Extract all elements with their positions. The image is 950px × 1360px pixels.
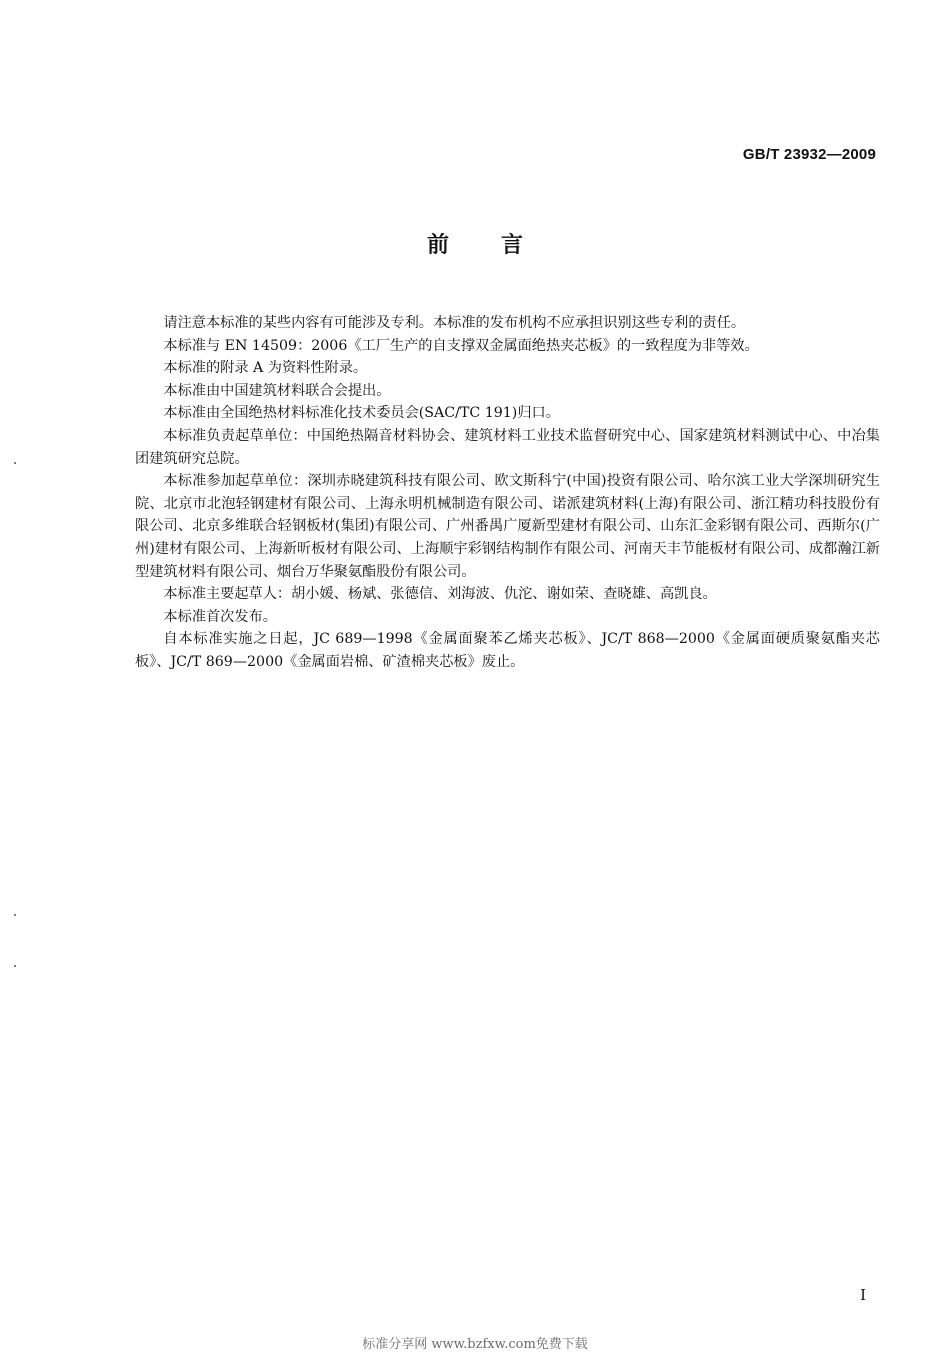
standard-code: GB/T 23932—2009 xyxy=(742,146,876,163)
paragraph-equivalence: 本标准与 EN 14509：2006《工厂生产的自支撑双金属面绝热夹芯板》的一致程度为非等效。 xyxy=(163,337,759,354)
paragraph-first-release: 本标准首次发布。 xyxy=(163,608,277,625)
paragraph-drafting-units: 本标准负责起草单位：中国绝热隔音材料协会、建筑材料工业技术监督研究中心、国家建筑材料测试中心、中冶集团建筑研究总院。 xyxy=(135,427,880,467)
paragraph-patent-notice: 请注意本标准的某些内容有可能涉及专利。本标准的发布机构不应承担识别这些专利的责任。 xyxy=(163,315,746,331)
paragraph-abolished-standards: 自本标准实施之日起，JC 689—1998《金属面聚苯乙烯夹芯板》、JC/T 868—2000《金属面硬质聚氨酯夹芯板》、JC/T 869—2000《金属面岩棉、矿渣棉夹芯板》废止。 xyxy=(135,631,880,670)
page-number: I xyxy=(860,1286,866,1304)
paragraph-proposed-by: 本标准由中国建筑材料联合会提出。 xyxy=(163,382,391,399)
paragraph-main-drafters: 本标准主要起草人：胡小媛、杨斌、张德信、刘海波、仇沱、谢如荣、查晓雄、高凯良。 xyxy=(163,586,717,603)
page-title: 前言 xyxy=(426,233,575,258)
paragraph-participating-units: 本标准参加起草单位：深圳赤晓建筑科技有限公司、欧文斯科宁(中国)投资有限公司、哈尔滨工业大学深圳研究生院、北京市北泡轻钢建材有限公司、上海永明机械制造有限公司、诺派建筑材料(上海)有限公司、浙江精功科技股份有限公司、北京多维联合轻钢板材(集团)有限公司、广州番禺广厦新型建材有限公司、山东汇金彩钢有限公司、西斯尔(广州)建材有限公司、上海新昕板材有限公司、上海顺宇彩钢结构制作有限公司、河南天丰节能板材有限公司、成都瀚江新型建筑材料有限公司、烟台万华聚氨酯股份有限公司。 xyxy=(135,473,880,580)
scan-speck xyxy=(14,965,16,967)
scan-speck xyxy=(14,914,16,916)
paragraph-centralized-by: 本标准由全国绝热材料标准化技术委员会(SAC/TC 191)归口。 xyxy=(163,405,560,422)
paragraph-appendix: 本标准的附录 A 为资料性附录。 xyxy=(163,360,368,377)
document-body xyxy=(135,312,880,674)
scan-speck xyxy=(14,462,16,464)
footer-watermark: 标准分享网 www.bzfxw.com免费下载 xyxy=(362,1337,588,1352)
